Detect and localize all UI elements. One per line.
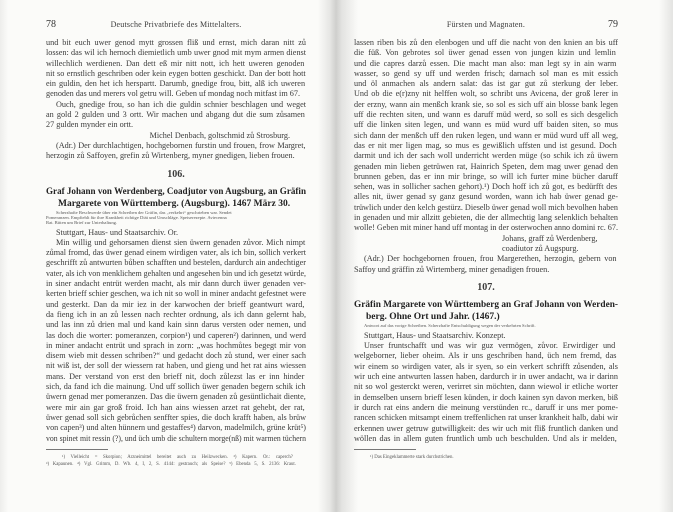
line-text: willechlich werdienen. Dan dett eß mir nitt nott, ich hett uweren genoden <box>46 58 305 68</box>
letter-heading <box>354 299 618 311</box>
archive-source <box>46 228 306 238</box>
line-text: uff die linken siten legen, und wann es müd wurd uff baiden siten, so mus <box>354 120 618 130</box>
text-line <box>46 382 306 392</box>
line-text: üwer genad soll sich gebrůchen senffter spies, die doch krafft haben, als brüw <box>46 412 306 422</box>
line-text: Graf Johann von Werdenberg, Coadjutor von Augsburg, an Gräfin <box>46 186 306 197</box>
line-text: und las inn zů drien mal und kand kain sinn darus versten oder nemen, und <box>46 320 306 330</box>
line-text: Ouch, gnedige frou, so han ich die guldin schnier beschlagen und weget <box>56 99 306 109</box>
line-text: in siner andacht entrüt werden macht, als mir dann durch üwer genaden ver- <box>46 279 306 289</box>
letter-number <box>354 281 618 295</box>
line-text: Stuttgart, Haus- und Staatsarchiv. Konzept. <box>364 330 506 340</box>
text-line <box>354 434 618 444</box>
line-text: wir uch eine antwurten lassen haben, dardurch ir in uwer andacht, wa ir darinn <box>354 372 618 382</box>
text-line <box>46 403 306 413</box>
page-body <box>46 38 306 468</box>
line-text: vater, als ich von menklichem gehalten und angesehen bin und ich gesetzt würde, <box>46 268 306 278</box>
line-text: Min willig und gehorsamen dienst sien üwern genaden zůvor. Mich nimpt <box>56 237 306 247</box>
text-line <box>46 59 306 69</box>
line-text: der erzny, wann ain menßch krank sie, so sol es sich uff ain blosse bank legen <box>354 99 618 109</box>
line-text: sich, da fand ich die mainung. Und uff sollich üwer genaden begern schik ich <box>46 382 306 392</box>
text-line <box>354 48 618 58</box>
line-text: üwern genad mer pomeranzen. Das die üwern genaden zů gesüntlichait diente, <box>46 392 306 402</box>
text-line <box>354 351 618 361</box>
line-text: darmit und ich der sach woll underricht werden müge (so schik ich zů üwern <box>354 151 618 161</box>
line-text: coadiutor zů Augspurg. <box>502 243 579 253</box>
line-text: nit so wol gesterckt weren, verirret sin möchten, dann wiewol ir etliche worter <box>354 382 618 392</box>
line-text: uff die rechten siten, und wann es daruff müd werd, so soll es sich desgelich <box>354 110 618 120</box>
text-line <box>354 265 618 275</box>
line-text: 106. <box>167 168 185 180</box>
line-text: Antwort auf das vorige Schreiben. Scherzhafte Entschuldigung wegen der verkehrten Schrift. <box>364 322 536 328</box>
line-text: herzogin zů Saffoyen, grefin zů Wirtenberg, myner gnedigen, lieben frouen. <box>46 151 295 161</box>
text-line <box>354 393 618 403</box>
line-text: las doch die worter: pomeranzen, corpion¹) und caperen²) darinnen, und werd <box>46 330 306 340</box>
text-line <box>46 89 306 99</box>
text-line <box>46 413 306 423</box>
text-line <box>46 423 306 433</box>
line-text: und öl anmachen als andern salat: das ist gar gut zů sterkung der leber. <box>354 79 618 89</box>
paragraph-start-line <box>46 100 306 110</box>
text-line <box>46 258 306 268</box>
line-text: kerten brieff schier geschen, wa ich nit so woll in miner andacht gefestnet were <box>46 289 306 299</box>
paragraph-start-line <box>354 254 618 264</box>
line-text: 27 gulden mynder ein ortt. <box>46 120 134 130</box>
line-text: da fieng ich in an zů lessen nach rechter ordnung, als ich dann gelernt hab, <box>46 309 306 319</box>
line-text: wöllen das in allem guten fruntlich umb uch beschulden. Und als ir melden, <box>354 433 617 443</box>
line-text: 107. <box>477 281 495 293</box>
paragraph-start-line <box>46 141 306 151</box>
text-line <box>46 300 306 310</box>
text-line <box>354 213 618 223</box>
text-line <box>354 413 618 423</box>
footnote-divider <box>46 449 108 450</box>
text-line <box>354 192 618 202</box>
line-text: in genaden und mir allzitt gebieten, die der allmechtig lang selenklich behalten <box>354 213 618 223</box>
line-text: brunnen geben, das er inn mir bringe, so will ich furter mine bücher daruff <box>354 171 618 181</box>
paragraph-start-line <box>46 238 306 248</box>
line-text: (Adr.) Der hochgebornen frouen, frou Margerethen, herzogin, gebern von <box>364 254 617 264</box>
line-text: rancen schicken mitsampt einem treffenlichen rat unser krankheit halb, dabi wir <box>354 413 618 423</box>
signature-line <box>46 131 306 141</box>
line-text: von capen³) und alten hünnern und gestaffes⁴) darvon, madelmilch, grüne krüt⁵) <box>46 423 306 433</box>
line-text: die füß. Von gebrotes sol üwer genad essen von jungen kizin und lemlin <box>354 48 616 58</box>
line-text: sehen, was in sollicher sachen gehort).¹) Doch hoff ich zů got, es bedürfft des <box>354 182 618 192</box>
footnote-text: ¹) Vielleicht = Skorpion; Arzneimittel bereitet auch zu Heilzwecken. ²) Kapern. Or.: caperch? <box>62 454 293 460</box>
left-page <box>46 0 306 512</box>
text-line <box>354 38 618 48</box>
text-line <box>46 331 306 341</box>
line-text: alles nit, üwer genad sy ganz gesund worden, wann ich hab üwer genad ge- <box>354 192 618 202</box>
text-line <box>354 203 618 213</box>
line-text: zůmal fromd, das üwer genad einem wirdigen vater, als ich bin, sollich verkert <box>46 248 306 258</box>
page-number: 78 <box>46 19 56 30</box>
footnote-divider <box>354 449 416 450</box>
signature-line <box>354 234 618 244</box>
text-line <box>354 120 618 130</box>
line-text: von spinet mit ressin (?), und üch umb die schultern morge(nß) mit warmen tüchern <box>46 433 306 443</box>
line-text: wolle! Geben mit miner hand uff montag in der osterwochen anno domini rc. 67. <box>354 223 618 233</box>
line-text: an gold 2 gulden und 3 ortt. Wir machen und abgang dut die sum zůsamen <box>46 110 305 120</box>
line-text: in miner andacht entrüt und sprach in zorn: „was hochmůtes begegt mir von <box>46 340 306 350</box>
line-text: ir durch rat eins andern die meinung verstünden rc., daruff ir uns mer pome- <box>354 402 618 412</box>
line-text: trüwlich under den kelch gestürz. Dieselb üwer genad woll mich bevolhen haben <box>354 202 618 212</box>
line-text: genaden min lieben getrüwen rat, Hainrich Speten, dem mag uwer genad den <box>354 161 618 171</box>
line-text: und bit euch uwer genod mytt grossen fliß und ernst, mich daran nitt zů <box>46 38 306 47</box>
text-line <box>46 248 306 258</box>
archive-source <box>354 331 618 341</box>
text-line <box>354 89 618 99</box>
book-gutter-shadow <box>318 0 358 512</box>
summary-line <box>46 220 306 225</box>
line-text: Scherzhafte Beschwerde über ein Schreiben der Gräfin, das „verkehrt“ geschrieben war. Sendet <box>56 209 232 215</box>
text-line <box>46 372 306 382</box>
text-line <box>354 100 618 110</box>
page-edge-shadow-left <box>0 0 8 512</box>
line-text: Michel Denbach, goltschmid zů Strosburg. <box>149 130 290 140</box>
line-text: in demselben unsern brieff lesen künden, ir doch kainen syn davon merken, biß <box>354 392 618 402</box>
text-line <box>354 110 618 120</box>
text-line <box>46 289 306 299</box>
text-line <box>354 162 618 172</box>
line-text: mans. Der verstand von erst den brieff nit, doch zůlezst las er inn hinder <box>46 371 305 381</box>
text-line <box>354 59 618 69</box>
footnote <box>46 454 306 461</box>
line-text: Rat. Bitten um Brief zur Unterhaltung. <box>46 219 118 225</box>
footnote-text: ³) Kapaunen. ⁴) Vgl. Grimm, D. Wb. 4, I, 2, S. 4144: gestrauch; als Speise? ⁵) Ebenda 5, S. 2136: Kraut. <box>46 461 296 467</box>
text-line <box>354 223 618 233</box>
text-line <box>354 141 618 151</box>
running-head: Fürsten und Magnaten. <box>446 20 526 29</box>
text-line <box>46 361 306 371</box>
page-body <box>354 38 618 461</box>
line-text: Margarete von Württemberg. (Augsburg). 1467 März 30. <box>58 198 291 209</box>
text-line <box>354 403 618 413</box>
text-line <box>354 151 618 161</box>
line-text: berg. Ohne Ort und Jahr. (1467.) <box>366 311 500 322</box>
line-text: Pomeranzen. Empfiehlt für ihre Krankheit richtige Diät und Umschläge. Speiserezepte. Aviecenna <box>46 214 227 220</box>
line-text: erkennen uwer getruw gutwilligkeit: des wir uch mit fliß fruntlich danken und <box>354 423 618 433</box>
line-text: sich dann der menßch uff den ruken legen, und wann er müd wurd uff all weg, <box>354 130 618 140</box>
line-text: und gesterkt. Dan da mir iez in der karwochen der brieff geantwurt ward, <box>46 299 305 309</box>
line-text: Stuttgart, Haus- und Staatsarchiv. Or. <box>56 227 179 237</box>
text-line <box>354 382 618 392</box>
line-text: wir einem so wirdigen vater, als ir syen, so ein verkert schrifft zůsenden, als <box>354 361 618 371</box>
running-head: Deutsche Privatbriefe des Mittelalters. <box>110 20 242 29</box>
line-text: nit wiß ist, der soll der wiessern rat haben, und gieng und het rat ains wiessen <box>46 361 306 371</box>
letter-heading <box>354 311 618 323</box>
text-line <box>46 79 306 89</box>
line-text: (Adr.) Der durchlachtigen, hochgebornen furstin und frouen, frow Margret, <box>56 140 306 150</box>
text-line <box>46 69 306 79</box>
page-number: 79 <box>608 19 618 30</box>
line-text: lassen riben bis zů den elenbogen und uff die nacht von den knien an bis uff <box>354 38 618 47</box>
text-line <box>354 172 618 182</box>
line-text: were mir ain gar groß froid. Ich han ains wiessen arzet rat gehebt, der rat, <box>46 402 305 412</box>
line-text: Johans, graff zů Werdenberg, <box>502 233 598 243</box>
line-text: nit so ernstlich geschriben oder kein eygen botten geschickt. Dan der bott hott <box>46 68 306 78</box>
text-line <box>46 48 306 58</box>
line-text: genoden das und merers vol getru will. Geben uf mondag noch mitfast im 67. <box>46 89 300 99</box>
footnote-text: ¹) Das Eingeklammerte stark durchstrichen. <box>370 455 454 461</box>
page-edge-shadow-right <box>659 0 673 512</box>
line-text: geschrifft zů antwurten bůben schafften und bestelen, dardurch ain andechtiger <box>46 258 306 268</box>
letter-heading <box>46 198 306 210</box>
right-page <box>354 0 618 512</box>
text-line <box>46 269 306 279</box>
text-line <box>46 151 306 161</box>
summary-line <box>354 323 618 328</box>
line-text: das er nit mer ligen mag, so mus es gewißlich uffsten und ist gesund. Doch <box>354 140 617 150</box>
text-line <box>46 279 306 289</box>
line-text: welgeborner, lieber oheim. Als ir uns geschriben hand, üch nem fremd, das <box>354 351 617 361</box>
text-line <box>46 110 306 120</box>
line-text: wasser, so gend sy uff und werden frisch; darnach sol man es mit essich <box>354 68 618 78</box>
text-line <box>46 351 306 361</box>
text-line <box>46 310 306 320</box>
text-line <box>354 424 618 434</box>
text-line <box>354 182 618 192</box>
text-line <box>354 79 618 89</box>
line-text: Gräfin Margarete von Württemberg an Graf Johann von Werden- <box>354 299 618 310</box>
text-line <box>46 120 306 130</box>
text-line <box>46 434 306 444</box>
line-text: ein guldin, den het ich herspartt. Darumb, gnedige frou, bitt, alß ich uweren <box>46 79 306 89</box>
paragraph-start-line <box>354 341 618 351</box>
text-line <box>354 362 618 372</box>
line-text: disem wieb mit dessen schriben?“ und gedacht doch zů stund, wer einer sach <box>46 351 306 361</box>
signature-line <box>354 244 618 254</box>
letter-number <box>46 168 306 182</box>
line-text: lossen: das wil ich hernoch diemietlich umb uwer gnod mit mym armen dienst <box>46 48 306 58</box>
text-line <box>354 372 618 382</box>
text-line <box>46 341 306 351</box>
line-text: Und ob die e(r)zny nit helffen wolt, so schribt uns Avicena, der groß lerer in <box>354 89 618 99</box>
footnote <box>46 461 306 468</box>
line-text: Saffoy und gräffin zů Wirtemberg, miner genadigen frouen. <box>354 264 550 274</box>
text-line <box>46 38 306 48</box>
text-line <box>354 69 618 79</box>
text-line <box>46 320 306 330</box>
line-text: Unser fruntschafft und was wir guz vermögen, zůvor. Erwirdiger und <box>364 341 616 351</box>
text-line <box>46 392 306 402</box>
line-text: und die capres darzů essen. Die macht man also: man legt sy in ain warm <box>354 58 617 68</box>
footnote <box>354 454 618 461</box>
text-line <box>354 131 618 141</box>
letter-heading <box>46 186 306 198</box>
